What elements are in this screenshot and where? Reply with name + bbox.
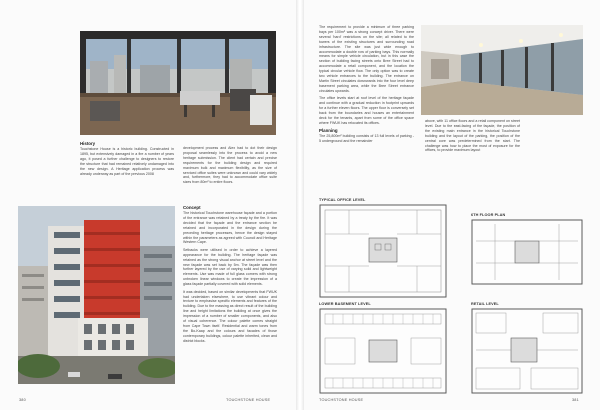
- history-body-1: Touchstone House is a historic building. Constructed in 1895, but extensively damaged in a fire a number of years ago, it posed a further challenge to designers to restore the structure that had remained relatively undamaged into the new design. A Heritage application process was already underway as part of the previous 2008: [80, 147, 174, 176]
- planning-body: The 25,800m² building consists of 13 full levels of parking - 5 underground and the remainder: [319, 134, 414, 144]
- right-page: [304, 0, 600, 410]
- history-heading: History: [80, 141, 96, 146]
- right-paragraph-1: The requirement to provide a minimum of three parking bays per 100m² was a strong concept driver. There were several 'hard' restrictions on the site; all related to the towers of the existing structures and surrounding road infrastructure. The site was just wide enough to accommodate a double row of parking bays. This normally means for simple vehicle circulation, but in this case the section of building facing streets onto Bree Street had to accommodate a retail component, and the location the typical circular vehicle flow. The only option was to create two vehicle entrances to the building. The entrance on Martin Street circulates downwards into the four level deep basement parking area, while the Bree Street entrance circulates upwards.: [319, 25, 414, 93]
- right-column-1: [319, 25, 414, 146]
- history-column-2: [183, 146, 277, 188]
- lower-basement-label: LOWER BASEMENT LEVEL: [319, 302, 371, 306]
- history-body-2: development process and Alex had to dot their design proposal seamlessly into the process to avoid a new heritage submission. The client had certain and precise requirements for the building design and required maximum bulk and maximum flexibility, as the size of serviced office suites were unknown and could vary widely and, furthermore, they had to accommodate office suite sizes from 80m² to entire floors.: [183, 146, 277, 185]
- sixth-floor-plan: [471, 219, 583, 285]
- concept-paragraph-1: The historical Touchstone warehouse façade and a portion of the entrance was retained by a treaty by the fire. It was decided that the façade and the entrance section be retained and incorporated in the design during the preceding heritage processes, hence the design stayed within the parameters as agreed with Council and Heritage Western Cape.: [183, 211, 277, 245]
- left-page: [0, 0, 296, 410]
- typical-office-label: TYPICAL OFFICE LEVEL: [319, 198, 366, 202]
- typical-office-plan: [319, 204, 447, 298]
- sixth-floor-label: 6TH FLOOR PLAN: [471, 213, 506, 217]
- history-column-1: [80, 141, 174, 179]
- left-footer-title: TOUCHSTONE HOUSE: [226, 398, 271, 402]
- concept-paragraph-3: It was decided, based on similar developments that FWUK had undertaken elsewhere, to use vibrant colour and texture to emphasise specific elements and features of the building. Due to the massing as direct result of the building line and height limitations the building at once gives the impression of a number of smaller components, and also of visual coherence. The colour palette comes straight from Cape Town itself. Residential and warm tones from the Bo-Kaap and the colours and facades of those contemporary buildings, colour palette inherited, clean and district blocks.: [183, 289, 277, 343]
- left-page-number: 380: [19, 398, 26, 402]
- right-column-2: [425, 119, 520, 156]
- retail-level-plan: [471, 308, 583, 394]
- planning-heading: Planning: [319, 128, 338, 134]
- right-footer-title: TOUCHSTONE HOUSE: [319, 398, 364, 402]
- right-paragraph-2: The office levels start at roof level of the heritage façade and continue with a gradual reduction in footprint upwards for a further eleven floors. The upper floor is conversely set back from the boundaries and houses an entertainment deck for the tenants, apart from some of the office space where FWUK has relocated its offices.: [319, 96, 414, 125]
- lower-basement-plan: [319, 308, 447, 394]
- interior-office-photo: [80, 31, 276, 135]
- corridor-photo: [421, 25, 583, 115]
- book-gutter: [296, 0, 304, 410]
- retail-level-label: RETAIL LEVEL: [471, 302, 499, 306]
- right-column-2-paragraph: above, with 11 office floors and a retail component on street level. Due to the east-facing of the façade, the position of the existing main entrance in the historical Touchstone building and the layout of the parking, the position of the central core was predetermined from the start. The challenge was how to place the most of exposure for the offices, to provide maximum layout: [425, 119, 520, 153]
- concept-heading: Concept: [183, 205, 201, 210]
- concept-column: [183, 205, 277, 346]
- concept-paragraph-2: Setbacks were utilised in order to achieve a layered appearance for the building. The heritage façade was retained as the strong visual anchor at street level and the new façade was set back by 5m. The façade was then further layered by the use of varying solid and lightweight elements. Use was made of full glass corners with strong unbroken linear windows to create the impression of a glass façade partially covered with solid elements.: [183, 247, 277, 287]
- right-page-number: 381: [572, 398, 579, 402]
- building-exterior-photo: [18, 206, 175, 384]
